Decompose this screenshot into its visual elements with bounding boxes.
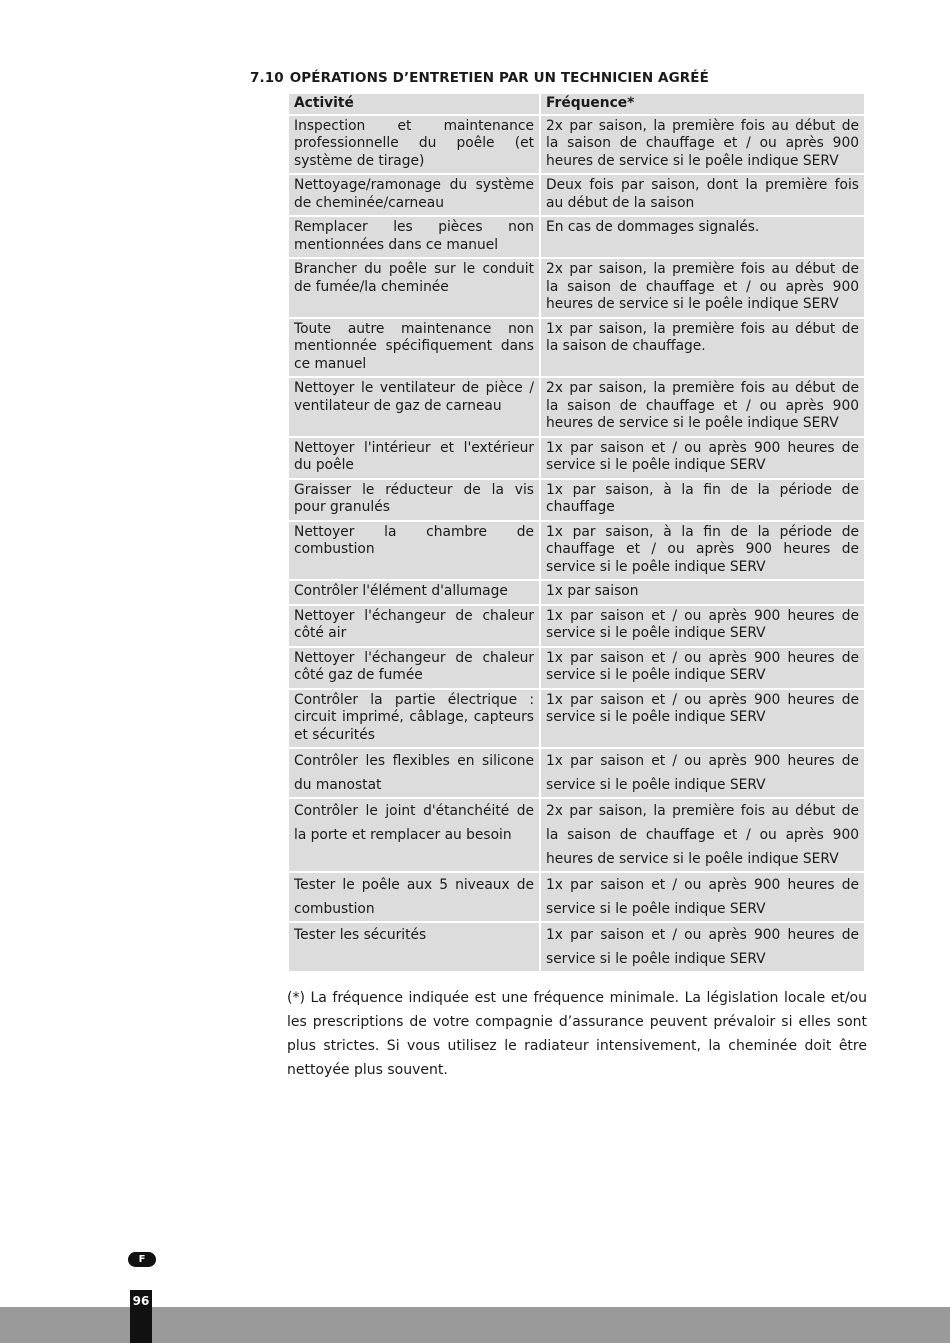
table-row xyxy=(289,873,864,921)
table-row xyxy=(289,581,864,604)
table-row xyxy=(289,217,864,257)
table-row xyxy=(289,522,864,580)
frequency-cell: 1x par saison et / ou après 900 heures de service si le poêle indique SERV xyxy=(541,690,864,748)
activity-cell: Nettoyer le ventilateur de pièce / ventilateur de gaz de carneau xyxy=(289,378,539,436)
activity-cell: Graisser le réducteur de la vis pour granulés xyxy=(289,480,539,520)
frequency-cell: Deux fois par saison, dont la première fois au début de la saison xyxy=(541,175,864,215)
activity-cell: Nettoyer l'échangeur de chaleur côté air xyxy=(289,606,539,646)
table-header-row xyxy=(289,94,864,114)
table-row xyxy=(289,319,864,377)
frequency-cell: 1x par saison xyxy=(541,581,864,604)
frequency-cell: 1x par saison et / ou après 900 heures de service si le poêle indique SERV xyxy=(541,873,864,921)
header-activity: Activité xyxy=(289,94,539,114)
frequency-cell: 1x par saison et / ou après 900 heures de service si le poêle indique SERV xyxy=(541,438,864,478)
activity-cell: Contrôler le joint d'étanchéité de la porte et remplacer au besoin xyxy=(289,799,539,871)
activity-cell: Remplacer les pièces non mentionnées dans ce manuel xyxy=(289,217,539,257)
table-row xyxy=(289,690,864,748)
section-heading xyxy=(250,70,709,86)
activity-cell: Brancher du poêle sur le conduit de fumée/la cheminée xyxy=(289,259,539,317)
frequency-cell: 2x par saison, la première fois au début de la saison de chauffage et / ou après 900 heures de service si le poêle indique SERV xyxy=(541,378,864,436)
section-number: 7.10 xyxy=(250,70,284,86)
activity-cell: Toute autre maintenance non mentionnée spécifiquement dans ce manuel xyxy=(289,319,539,377)
activity-cell: Contrôler la partie électrique : circuit imprimé, câblage, capteurs et sécurités xyxy=(289,690,539,748)
activity-cell: Nettoyage/ramonage du système de cheminée/carneau xyxy=(289,175,539,215)
table-row xyxy=(289,923,864,971)
footnote: (*) La fréquence indiquée est une fréquence minimale. La législation locale et/ou les prescriptions de votre compagnie d’assurance peuvent prévaloir si elles sont plus strictes. Si vous utilisez le radiateur intensivement, la cheminée doit être nettoyée plus souvent. xyxy=(287,990,867,1078)
activity-cell: Nettoyer l'échangeur de chaleur côté gaz de fumée xyxy=(289,648,539,688)
activity-cell: Tester le poêle aux 5 niveaux de combustion xyxy=(289,873,539,921)
table-row xyxy=(289,116,864,174)
table-row xyxy=(289,259,864,317)
table-row xyxy=(289,378,864,436)
table-row xyxy=(289,606,864,646)
table-row xyxy=(289,648,864,688)
frequency-cell: 1x par saison, la première fois au début de la saison de chauffage. xyxy=(541,319,864,377)
frequency-cell: 1x par saison et / ou après 900 heures de service si le poêle indique SERV xyxy=(541,606,864,646)
activity-cell: Contrôler les flexibles en silicone du manostat xyxy=(289,749,539,797)
activity-cell: Nettoyer l'intérieur et l'extérieur du poêle xyxy=(289,438,539,478)
frequency-cell: 1x par saison et / ou après 900 heures de service si le poêle indique SERV xyxy=(541,923,864,971)
activity-cell: Nettoyer la chambre de combustion xyxy=(289,522,539,580)
frequency-cell: 2x par saison, la première fois au début de la saison de chauffage et / ou après 900 heures de service si le poêle indique SERV xyxy=(541,799,864,871)
section-title: OPÉRATIONS D’ENTRETIEN PAR UN TECHNICIEN AGRÉÉ xyxy=(289,70,709,86)
frequency-cell: 1x par saison et / ou après 900 heures de service si le poêle indique SERV xyxy=(541,749,864,797)
activity-cell: Contrôler l'élément d'allumage xyxy=(289,581,539,604)
frequency-cell: 1x par saison et / ou après 900 heures de service si le poêle indique SERV xyxy=(541,648,864,688)
page-number: 96 xyxy=(130,1290,152,1343)
language-badge: F xyxy=(128,1252,156,1267)
table-row xyxy=(289,480,864,520)
frequency-cell: 2x par saison, la première fois au début de la saison de chauffage et / ou après 900 heures de service si le poêle indique SERV xyxy=(541,259,864,317)
frequency-cell: En cas de dommages signalés. xyxy=(541,217,864,257)
header-frequency: Fréquence* xyxy=(541,94,864,114)
table-row xyxy=(289,175,864,215)
activity-cell: Tester les sécurités xyxy=(289,923,539,971)
frequency-cell: 1x par saison, à la fin de la période de chauffage et / ou après 900 heures de service si le poêle indique SERV xyxy=(541,522,864,580)
table-body xyxy=(289,116,864,972)
frequency-cell: 1x par saison, à la fin de la période de chauffage xyxy=(541,480,864,520)
table-row xyxy=(289,799,864,871)
table-row xyxy=(289,438,864,478)
maintenance-table xyxy=(287,92,866,973)
activity-cell: Inspection et maintenance professionnelle du poêle (et système de tirage) xyxy=(289,116,539,174)
frequency-cell: 2x par saison, la première fois au début de la saison de chauffage et / ou après 900 heures de service si le poêle indique SERV xyxy=(541,116,864,174)
table-row xyxy=(289,749,864,797)
